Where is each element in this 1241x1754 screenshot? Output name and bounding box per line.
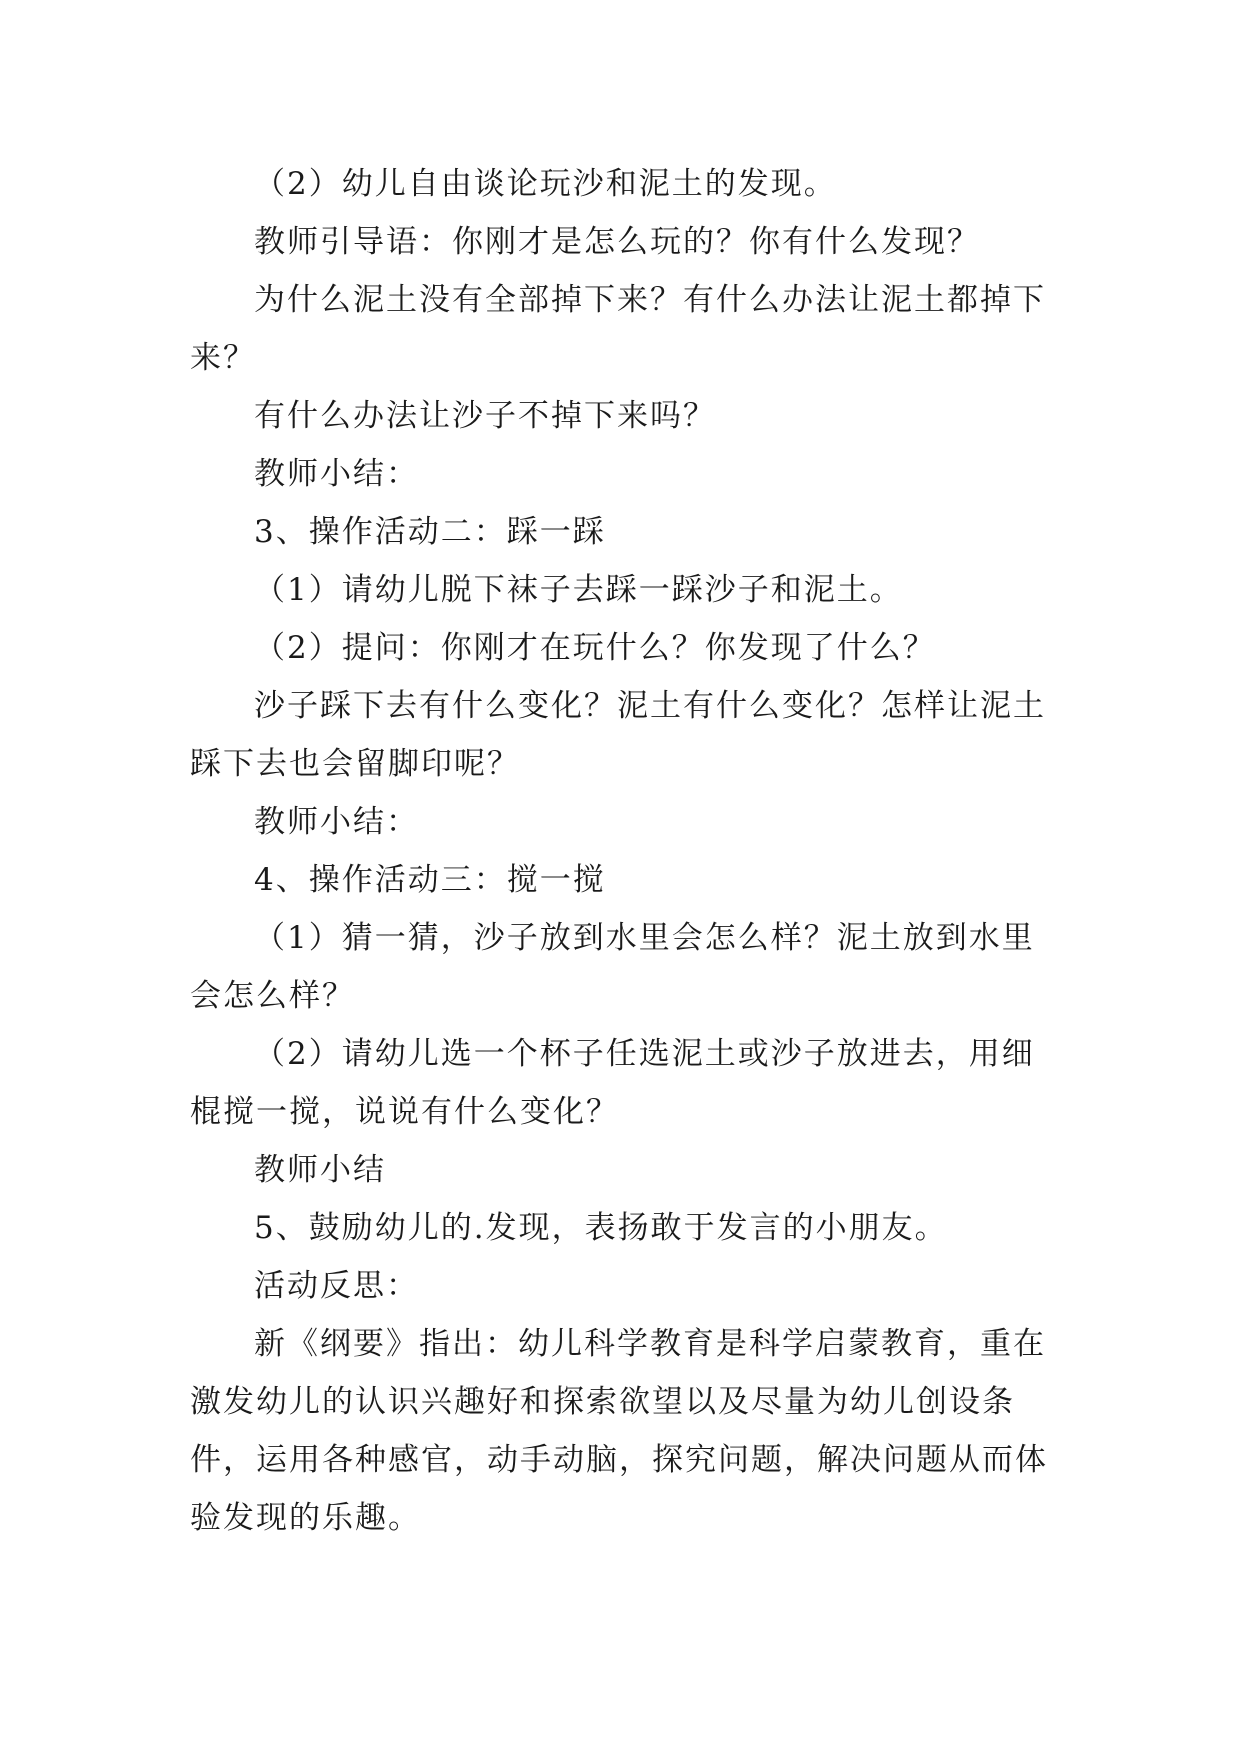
paragraph: 教师小结： [254, 804, 419, 840]
paragraph: （2）请幼儿选一个杯子任选泥土或沙子放进去，用细棍搅一搅，说说有什么变化？ [190, 1036, 1035, 1130]
paragraph: （2）幼儿自由谈论玩沙和泥土的发现。 [254, 166, 837, 202]
paragraph: 教师小结： [254, 456, 419, 492]
paragraph: （2）提问：你刚才在玩什么？你发现了什么？ [254, 630, 936, 666]
paragraph: 5、鼓励幼儿的.发现，表扬敢于发言的小朋友。 [254, 1210, 948, 1246]
paragraph: 教师引导语：你刚才是怎么玩的？你有什么发现？ [254, 224, 980, 260]
paragraph: （1）请幼儿脱下袜子去踩一踩沙子和泥土。 [254, 572, 903, 608]
paragraph: 为什么泥土没有全部掉下来？有什么办法让泥土都掉下来？ [190, 282, 1046, 376]
paragraph: （1）猜一猜，沙子放到水里会怎么样？泥土放到水里会怎么样？ [190, 920, 1035, 1014]
paragraph: 沙子踩下去有什么变化？泥土有什么变化？怎样让泥土踩下去也会留脚印呢？ [190, 688, 1046, 782]
paragraph: 新《纲要》指出：幼儿科学教育是科学启蒙教育，重在激发幼儿的认识兴趣好和探索欲望以及尽量为幼儿创设条件，运用各种感官，动手动脑，探究问题，解决问题从而体验发现的乐趣。 [190, 1326, 1048, 1536]
paragraph: 3、操作活动二：踩一踩 [254, 514, 606, 550]
paragraph: 教师小结 [254, 1152, 386, 1188]
paragraph: 有什么办法让沙子不掉下来吗？ [254, 398, 716, 434]
paragraph: 活动反思： [254, 1268, 419, 1304]
paragraph: 4、操作活动三：搅一搅 [254, 862, 606, 898]
document-body [190, 155, 1060, 1547]
